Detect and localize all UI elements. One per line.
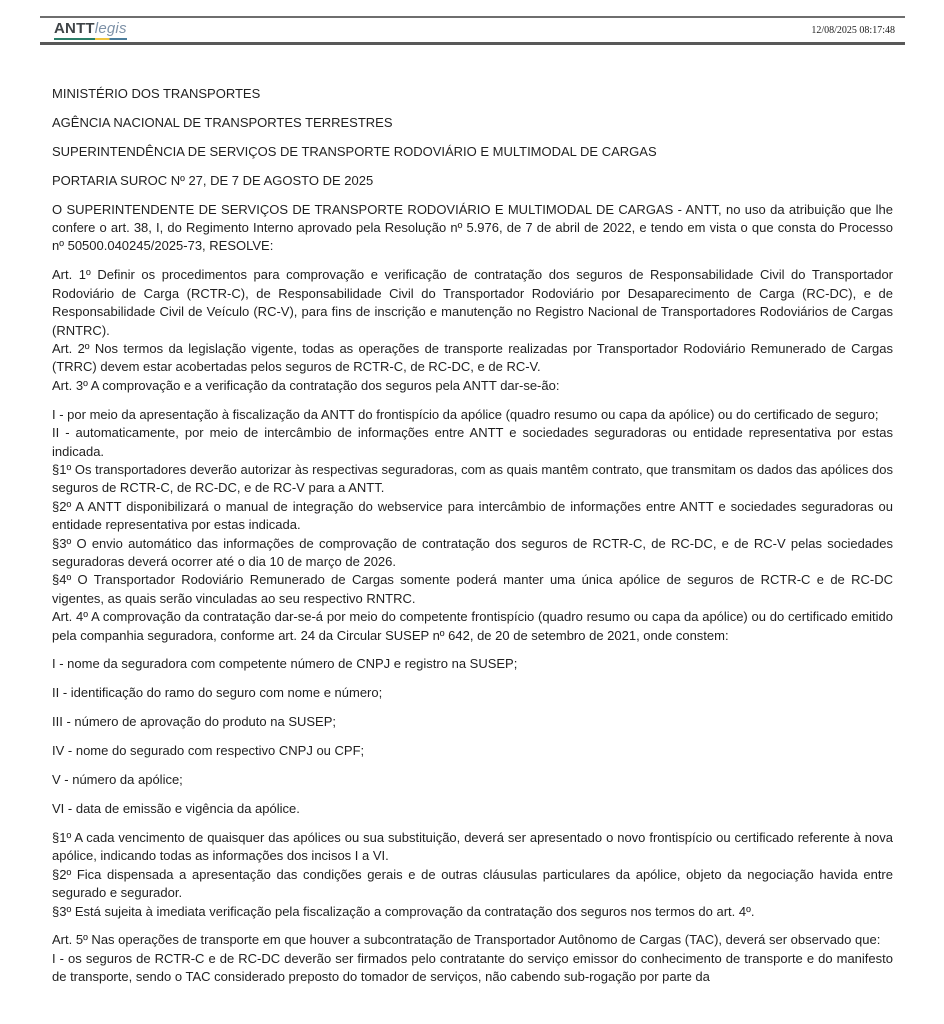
paragraph: II - identificação do ramo do seguro com nome e número; — [52, 685, 383, 701]
paragraph: PORTARIA SUROC Nº 27, DE 7 DE AGOSTO DE 2025 — [52, 172, 374, 188]
print-timestamp: 12/08/2025 08:17:48 — [811, 24, 895, 36]
paragraph: Art. 5º Nas operações de transporte em que houver a subcontratação de Transportador Autônomo de Cargas (TAC), deverá ser observado que: — [52, 932, 881, 948]
paragraph: §4º O Transportador Rodoviário Remunerado de Cargas somente poderá manter uma única apólice de seguros de RCTR-C e de RC-DC vigentes, as quais serão vinculadas ao seu respectivo RNTRC. — [52, 572, 893, 606]
paragraph: O SUPERINTENDENTE DE SERVIÇOS DE TRANSPORTE RODOVIÁRIO E MULTIMODAL DE CARGAS - ANTT, no uso da atribuição que lhe confere o art. 38, I, do Regimento Interno aprovado pela Resolução nº 5.976, de 7 de abril de 2022, e tendo em vista o que consta do Processo nº 50500.040245/2025-73, RESOLVE: — [52, 201, 893, 254]
paragraph: I - os seguros de RCTR-C e de RC-DC deverão ser firmados pelo contratante do serviço emissor do conhecimento de transporte e do manifesto de transporte, sendo o TAC considerado preposto do tomador de serviços, não cabendo sub-rogação por parte da — [52, 950, 893, 985]
paragraph: Art. 3º A comprovação e a verificação da contratação dos seguros pela ANTT dar-se-ão: — [52, 377, 560, 393]
paragraph: III - número de aprovação do produto na SUSEP; — [52, 714, 337, 730]
anttlegis-logo — [54, 21, 127, 40]
paragraph: §3º O envio automático das informações de comprovação de contratação dos seguros de RCTR-C, de RC-DC, e de RC-V pelas sociedades seguradoras deverá ocorrer até o dia 10 de março de 2026. — [52, 535, 893, 569]
paragraph: V - número da apólice; — [52, 772, 183, 788]
paragraph: I - por meio da apresentação à fiscalização da ANTT do frontispício da apólice (quadro resumo ou capa da apólice) ou do certificado de seguro; — [52, 406, 879, 422]
logo-underline — [54, 38, 127, 40]
paragraph: Art. 2º Nos termos da legislação vigente, todas as operações de transporte realizadas por Transportador Rodoviário Remunerado de Cargas (TRRC) devem estar acobertadas pelos seguros de RCTR-C, de RC-DC, e de RC-V. — [52, 340, 893, 375]
paragraph: §3º Está sujeita à imediata verificação pela fiscalização a comprovação da contratação dos seguros nos termos do art. 4º. — [52, 903, 755, 919]
page-header — [40, 16, 905, 45]
paragraph: MINISTÉRIO DOS TRANSPORTES — [52, 86, 261, 101]
paragraph: Art. 4º A comprovação da contratação dar-se-á por meio do competente frontispício (quadro resumo ou capa da apólice) ou do certificado emitido pela companhia seguradora, conforme art. 24 da Circular SUSEP nº 642, de 20 de setembro de 2021, onde constem: — [52, 609, 893, 643]
paragraph: Art. 1º Definir os procedimentos para comprovação e verificação de contratação dos seguros de Responsabilidade Civil do Transportador Rodoviário de Carga (RCTR-C), de Responsabilidade Civil do Transportador Rodoviário por Desaparecimento de Carga (RC-DC), e de Responsabilidade Civil de Veículo (RC-V), para fins de inscrição e manutenção no Registro Nacional de Transportadores Rodoviários de Cargas (RNTRC). — [52, 267, 893, 338]
paragraph: §1º Os transportadores deverão autorizar às respectivas seguradoras, com as quais mantêm contrato, que transmitam os dados das apólices dos seguros de RCTR-C, de RC-DC, e de RC-V para a ANTT. — [52, 461, 893, 496]
paragraph: §1º A cada vencimento de quaisquer das apólices ou sua substituição, deverá ser apresentado o novo frontispício ou certificado referente à nova apólice, indicando todas as informações dos incisos I a VI. — [52, 829, 893, 864]
paragraph: II - automaticamente, por meio de intercâmbio de informações entre ANTT e sociedades seguradoras ou entidade representativa por estas indicada. — [52, 425, 893, 459]
paragraph: SUPERINTENDÊNCIA DE SERVIÇOS DE TRANSPORTE RODOVIÁRIO E MULTIMODAL DE CARGAS — [52, 143, 657, 159]
paragraph: AGÊNCIA NACIONAL DE TRANSPORTES TERRESTRES — [52, 114, 393, 130]
paragraph: §2º Fica dispensada a apresentação das condições gerais e de outras cláusulas particulares da apólice, objeto da negociação havida entre segurado e segurador. — [52, 866, 893, 901]
document-body — [52, 85, 893, 987]
paragraph: I - nome da seguradora com competente número de CNPJ e registro na SUSEP; — [52, 656, 518, 672]
logo-antt-text: ANTT — [54, 19, 95, 37]
paragraph: §2º A ANTT disponibilizará o manual de integração do webservice para intercâmbio de informações entre ANTT e sociedades seguradoras ou entidade representativa por estas indicada. — [52, 498, 893, 533]
paragraph: VI - data de emissão e vigência da apólice. — [52, 801, 300, 816]
logo-legis-text: legis — [94, 19, 127, 37]
paragraph: IV - nome do segurado com respectivo CNPJ ou CPF; — [52, 743, 365, 759]
